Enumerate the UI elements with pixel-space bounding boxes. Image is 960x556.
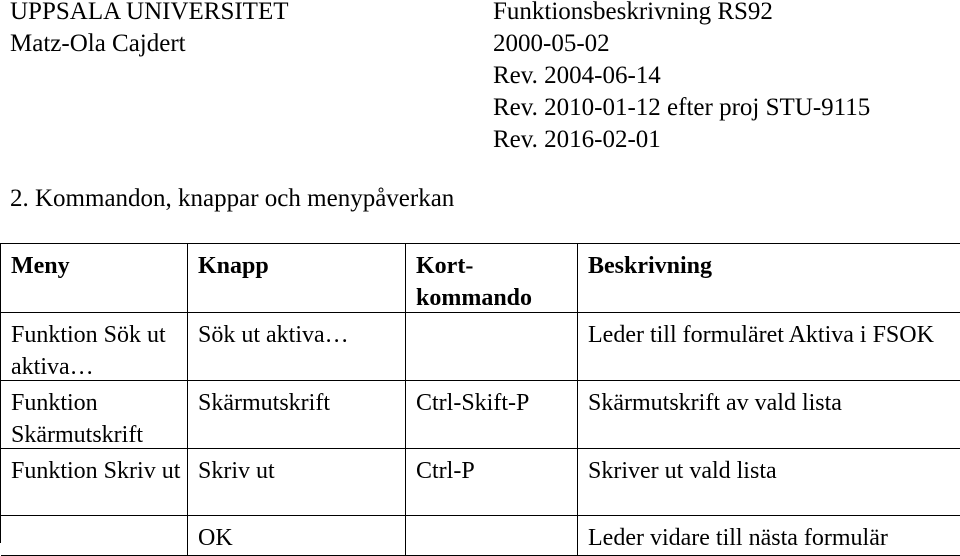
document-date: 2000-05-02 [493, 30, 610, 57]
section-title: 2. Kommandon, knappar och menypåverkan [10, 185, 455, 212]
cell-knapp: Skriv ut [188, 449, 406, 516]
table-header-row [1, 244, 960, 313]
cell-meny: Funktion Skärmutskrift [1, 381, 188, 449]
cell-meny: Funktion Skriv ut [1, 449, 188, 516]
cell-knapp: Skärmutskrift [188, 381, 406, 449]
cell-kortkommando [406, 516, 578, 556]
header-knapp: Knapp [188, 244, 406, 313]
author-name: Matz-Ola Cajdert [10, 30, 186, 57]
header-kortkommando: Kort-kommando [406, 244, 578, 313]
table-row [1, 449, 960, 516]
cell-beskrivning: Skriver ut vald lista [578, 449, 960, 516]
cell-meny: Funktion Sök ut aktiva… [1, 313, 188, 381]
cell-kortkommando [406, 313, 578, 381]
header-beskrivning: Beskrivning [578, 244, 960, 313]
cell-beskrivning: Leder vidare till nästa formulär [578, 516, 960, 556]
cell-kortkommando: Ctrl-P [406, 449, 578, 516]
cell-beskrivning: Skärmutskrift av vald lista [578, 381, 960, 449]
document-header-right [493, 0, 870, 156]
cell-knapp: Sök ut aktiva… [188, 313, 406, 381]
table-row [1, 313, 960, 381]
university-name: UPPSALA UNIVERSITET [10, 0, 289, 25]
document-title: Funktionsbeskrivning RS92 [493, 0, 773, 25]
table-row [1, 381, 960, 449]
cell-beskrivning: Leder till formuläret Aktiva i FSOK [578, 313, 960, 381]
revision-1: Rev. 2004-06-14 [493, 62, 661, 89]
document-header-left [10, 0, 289, 60]
cell-kortkommando: Ctrl-Skift-P [406, 381, 578, 449]
revision-3: Rev. 2016-02-01 [493, 126, 661, 153]
header-meny: Meny [1, 244, 188, 313]
revision-2: Rev. 2010-01-12 efter proj STU-9115 [493, 94, 871, 121]
commands-table [0, 243, 960, 551]
table-row [1, 516, 960, 556]
cell-knapp: OK [188, 516, 406, 556]
cell-meny [1, 516, 188, 556]
